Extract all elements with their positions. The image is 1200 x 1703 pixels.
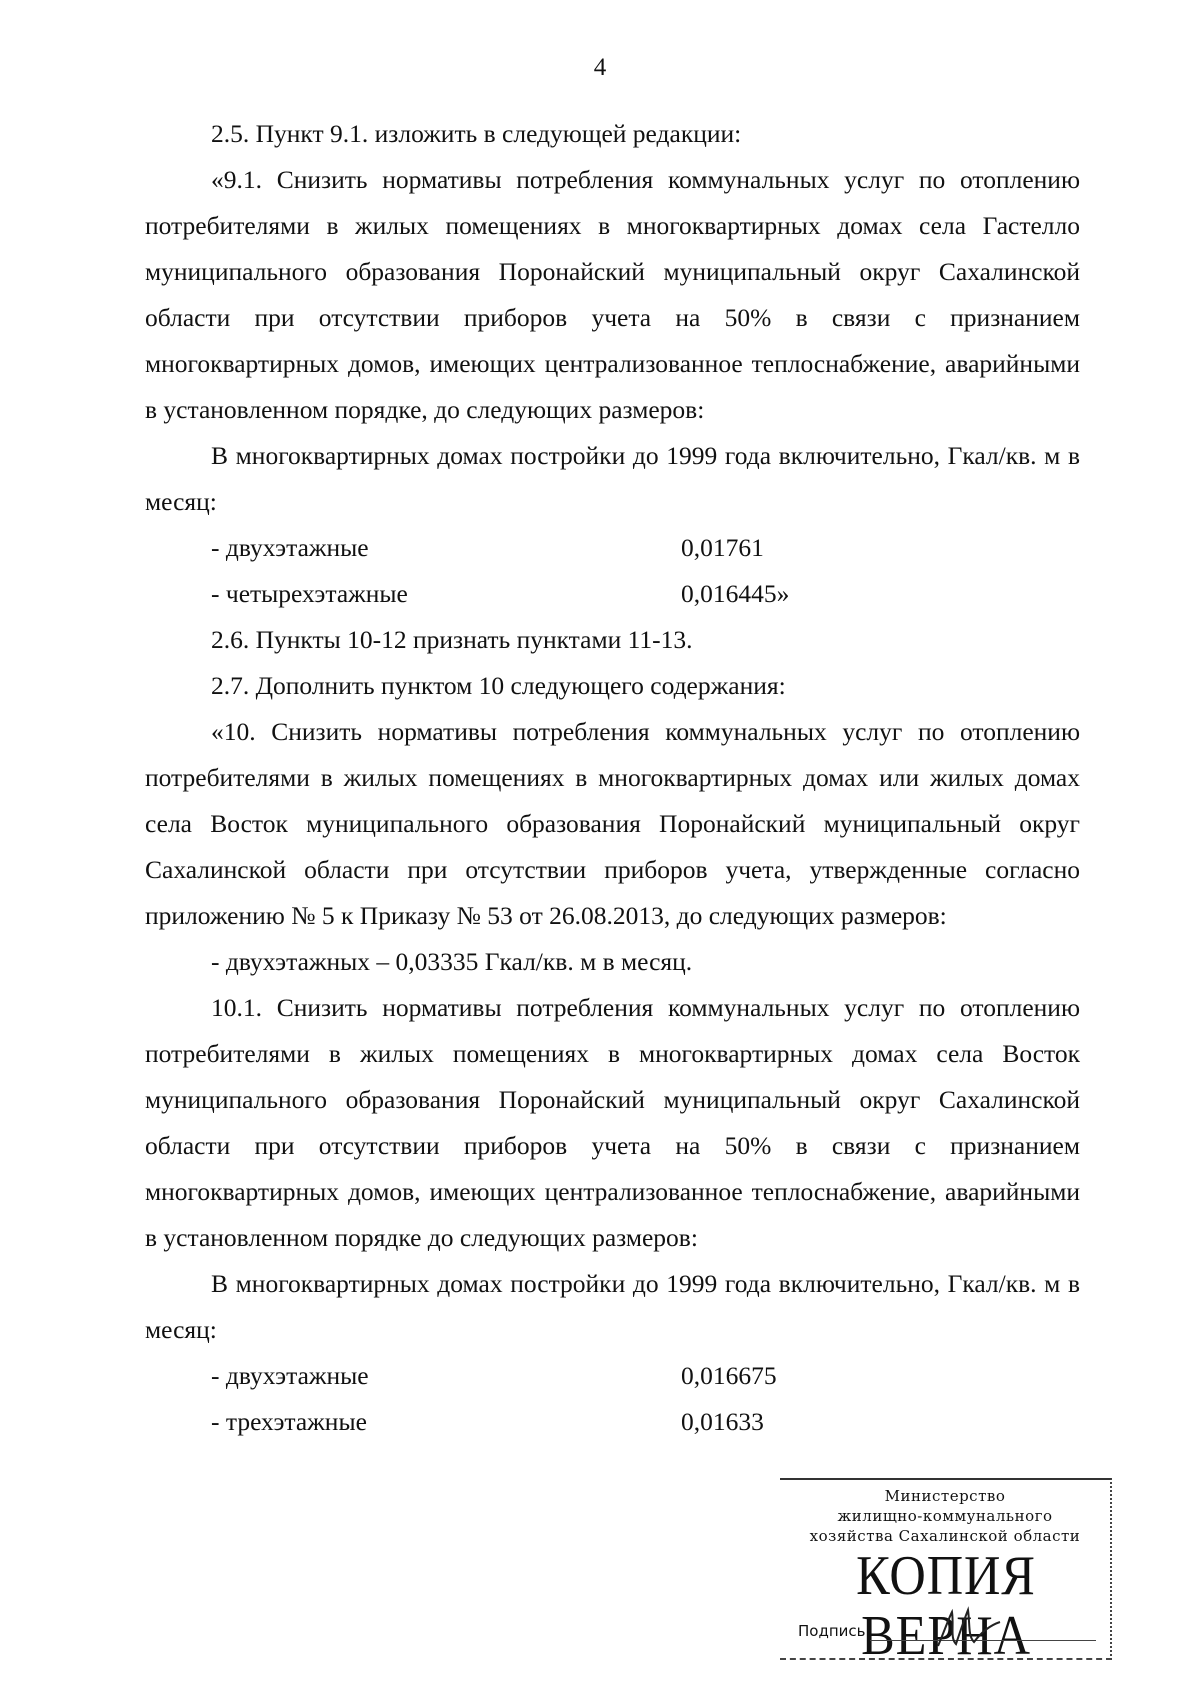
- page-number: 4: [593, 54, 607, 81]
- list-item-value: 0,016675: [681, 1361, 777, 1390]
- list-item: [211, 1399, 1080, 1445]
- list-item-name: - двухэтажные: [211, 1361, 369, 1390]
- list-item-name: - двухэтажные: [211, 533, 369, 562]
- handwritten-signature: [930, 1602, 1010, 1652]
- stamp-ministry-line: хозяйства Сахалинской области: [809, 1527, 1081, 1545]
- document-body: [145, 111, 1080, 1445]
- paragraph-10: «10. Снизить нормативы потребления коммунальных услуг по отоплению потребителями в жилых помещениях в многоквартирных домах или жилых домах села Восток муниципального образования Поронайский муниципальный округ Сахалинской области при отсутствии приборов учета, утвержденные согласно приложению № 5 к Приказу № 53 от 26.08.2013, до следующих размеров:: [145, 717, 1080, 930]
- list-item-name: - трехэтажные: [211, 1407, 367, 1436]
- list-item: [211, 525, 1080, 571]
- paragraph-2-5: 2.5. Пункт 9.1. изложить в следующей редакции:: [211, 119, 742, 148]
- list-item-name: - четырехэтажные: [211, 579, 408, 608]
- paragraph-2-6: 2.6. Пункты 10-12 признать пунктами 11-13.: [211, 625, 693, 654]
- paragraph-10-1: 10.1. Снизить нормативы потребления коммунальных услуг по отоплению потребителями в жилых помещениях в многоквартирных домах села Восток муниципального образования Поронайский муниципальный округ Сахалинской области при отсутствии приборов учета на 50% в связи с признанием многоквартирных домов, имеющих централизованное теплоснабжение, аварийными в установленном порядке до следующих размеров:: [145, 993, 1080, 1252]
- paragraph-two-storey: - двухэтажных – 0,03335 Гкал/кв. м в месяц.: [211, 947, 693, 976]
- list-item-value: 0,01633: [681, 1407, 764, 1436]
- stamp-ministry: [780, 1486, 1110, 1546]
- list-item: [211, 1353, 1080, 1399]
- stamp-ministry-line: Министерство: [884, 1487, 1006, 1505]
- signature-label: Подпись: [798, 1622, 866, 1640]
- paragraph-2-7: 2.7. Дополнить пунктом 10 следующего содержания:: [211, 671, 786, 700]
- stamp-ministry-line: жилищно-коммунального: [837, 1507, 1053, 1525]
- list-item: [211, 571, 1080, 617]
- paragraph-9-1: «9.1. Снизить нормативы потребления коммунальных услуг по отоплению потребителями в жилых помещениях в многоквартирных домах села Гастелло муниципального образования Поронайский муниципальный округ Сахалинской области при отсутствии приборов учета на 50% в связи с признанием многоквартирных домов, имеющих централизованное теплоснабжение, аварийными в установленном порядке, до следующих размеров:: [145, 165, 1080, 424]
- paragraph-buildings-1999-b: В многоквартирных домах постройки до 1999 года включительно, Гкал/кв. м в месяц:: [145, 1269, 1080, 1344]
- list-item-value: 0,016445»: [681, 579, 790, 608]
- paragraph-buildings-1999-a: В многоквартирных домах постройки до 1999 года включительно, Гкал/кв. м в месяц:: [145, 441, 1080, 516]
- list-item-value: 0,01761: [681, 533, 764, 562]
- stamp-title: КОПИЯ ВЕРНА: [856, 1545, 1036, 1667]
- copy-verified-stamp: [780, 1478, 1112, 1667]
